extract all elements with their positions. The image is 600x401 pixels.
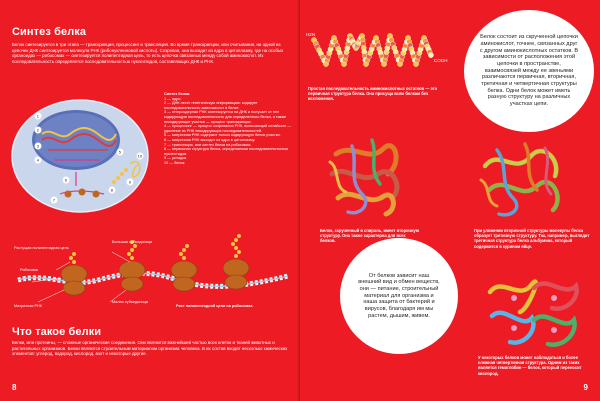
- legend-item-4: 4 — процессинг — процесс созревания РНК, включающий сплайсинг — удаление из РНК некодирующих последовательностей.: [164, 124, 292, 133]
- page-number-left: 8: [12, 383, 17, 392]
- marker-8: 8: [110, 187, 114, 193]
- ribosome-diagram: [8, 222, 293, 314]
- legend-item-5: 5 — матричная РНК содержит только кодирующую белок участки.: [164, 133, 281, 138]
- legend-item-3: 3 — гетероядерная РНК синтезируется на ДНК и получает от нее кодирующую последовательность для определенного белка, а также некодирующие участки — процесс транскрипции.: [164, 110, 286, 124]
- legend-item-10: 10 — белок.: [164, 160, 186, 165]
- chain-start-label: H2N: [306, 32, 316, 37]
- legend-item-2: 2 — ДНК несет генетическую информацию: кодирует последовательность аминокислот в белке.: [164, 101, 258, 110]
- marker-2: 2: [36, 127, 40, 133]
- legend-item-6: 6 — матричная РНК выходит из ядра в цитоплазму.: [164, 137, 256, 142]
- tertiary-structure-protein: [475, 136, 573, 222]
- marker-9: 9: [128, 179, 132, 185]
- section-title-synthesis: Синтез белка: [12, 26, 87, 38]
- primary-structure-chain: [304, 18, 454, 84]
- marker-10: 10: [137, 153, 143, 159]
- legend-item-8: 8 — первичная структура белка, определяемая последовательностью нуклеотидов.: [164, 147, 289, 156]
- legend-title: Синтез белка.: [164, 92, 191, 96]
- marker-6: 6: [64, 177, 68, 183]
- quaternary-caption: У некоторых белков может наблюдаться и более сложная четвертичная структура. Одним из таких является гемоглобин — белок, который переносит кислород.: [478, 355, 582, 376]
- marker-3: 3: [36, 143, 40, 149]
- primary-caption: Простая последовательность аминокислотных остатков — это первичная структура белка. Она присуща всем белкам без исключения.: [308, 86, 438, 102]
- right-page: [300, 0, 600, 401]
- proteins-paragraph: Белки, или протеины, — сложные органические соединения. Они являются важнейшей частью всех клеток и тканей животных и растительных организмов. Белки являются строительным материалом организма человека. В их состав входят несколько химических элементов: углерод, водород, кислород, азот и некоторые другие.: [12, 340, 288, 357]
- label-growing-chain: Растущая полипептидная цепь: [14, 246, 69, 250]
- marker-7: 7: [52, 197, 56, 203]
- label-mrna: Матричная РНК: [14, 304, 42, 308]
- synthesis-legend: [164, 92, 292, 166]
- marker-4: 4: [36, 157, 40, 163]
- marker-5: 5: [118, 149, 122, 155]
- marker-1: 1: [36, 113, 40, 119]
- callout-protein-structure: Белок состоит из скрученной цепочки аминокислот, точнее, связанных друг с другом аминокислотных остатков. В зависимости от расположения этой цепочки в пространстве, взаимосвязей между ее звеньями различаются первичная, вторичная, третичная и четвертичная структуры белка. Одни белок может иметь разную структуру на различных участках цепи.: [464, 10, 594, 132]
- label-small-subunit: Малая субъединица: [112, 300, 148, 304]
- label-ribosome: Рибосома: [20, 268, 38, 272]
- quaternary-structure-protein: [480, 268, 584, 354]
- intro-paragraph: Белок синтезируется в три этапа — транскрипция, процессинг и трансляция. Во время транскрипции, или считывания, на одной из цепочек ДНК синтезируется молекула РНК (рибонуклеиновой кислоты). Созревая, она выходит из ядра в цитоплазму, где на особых органоидах — рибосомах — синтезируется полипептидная цепь, то есть цепочка связанных между собой аминокислот. Их последовательность определяется последовательностью нуклеотидов, составляющих ДНК и РНК.: [12, 42, 284, 65]
- page-number-right: 9: [583, 383, 588, 392]
- legend-item-7: 7 — трансляция, или синтез белка на рибосомах.: [164, 142, 252, 147]
- callout-protein-role: От белков зависит наш внешний вид и обмен веществ, они — питание, строительный материал для организма и наша защита от бактерий и вирусов, благодаря им мы растем, дышим, живем.: [340, 238, 458, 354]
- legend-item-9: 9 — укладка.: [164, 156, 188, 161]
- secondary-structure-protein: [322, 134, 410, 222]
- cell-diagram: [8, 90, 158, 215]
- label-large-subunit: Большая субъединица: [112, 240, 153, 244]
- section-title-proteins: Что такое белки: [12, 326, 102, 338]
- chain-end-label: COOH: [434, 58, 448, 63]
- label-chain-growth: Рост полипептидной цепи на рибосомах.: [176, 304, 254, 308]
- tertiary-caption: При уложении вторичной структуры молекулы белка образует третичную структуру. Так, например, выглядит третичная структура белка альбумина, который содержится в курином яйце.: [474, 228, 590, 249]
- legend-item-1: 1 — ядро.: [164, 96, 182, 101]
- amino-acid-bead: [428, 53, 433, 58]
- secondary-caption: Белок, скрученный в спираль, имеет вторичную структуру. Она также характерна для всех белков.: [320, 228, 420, 244]
